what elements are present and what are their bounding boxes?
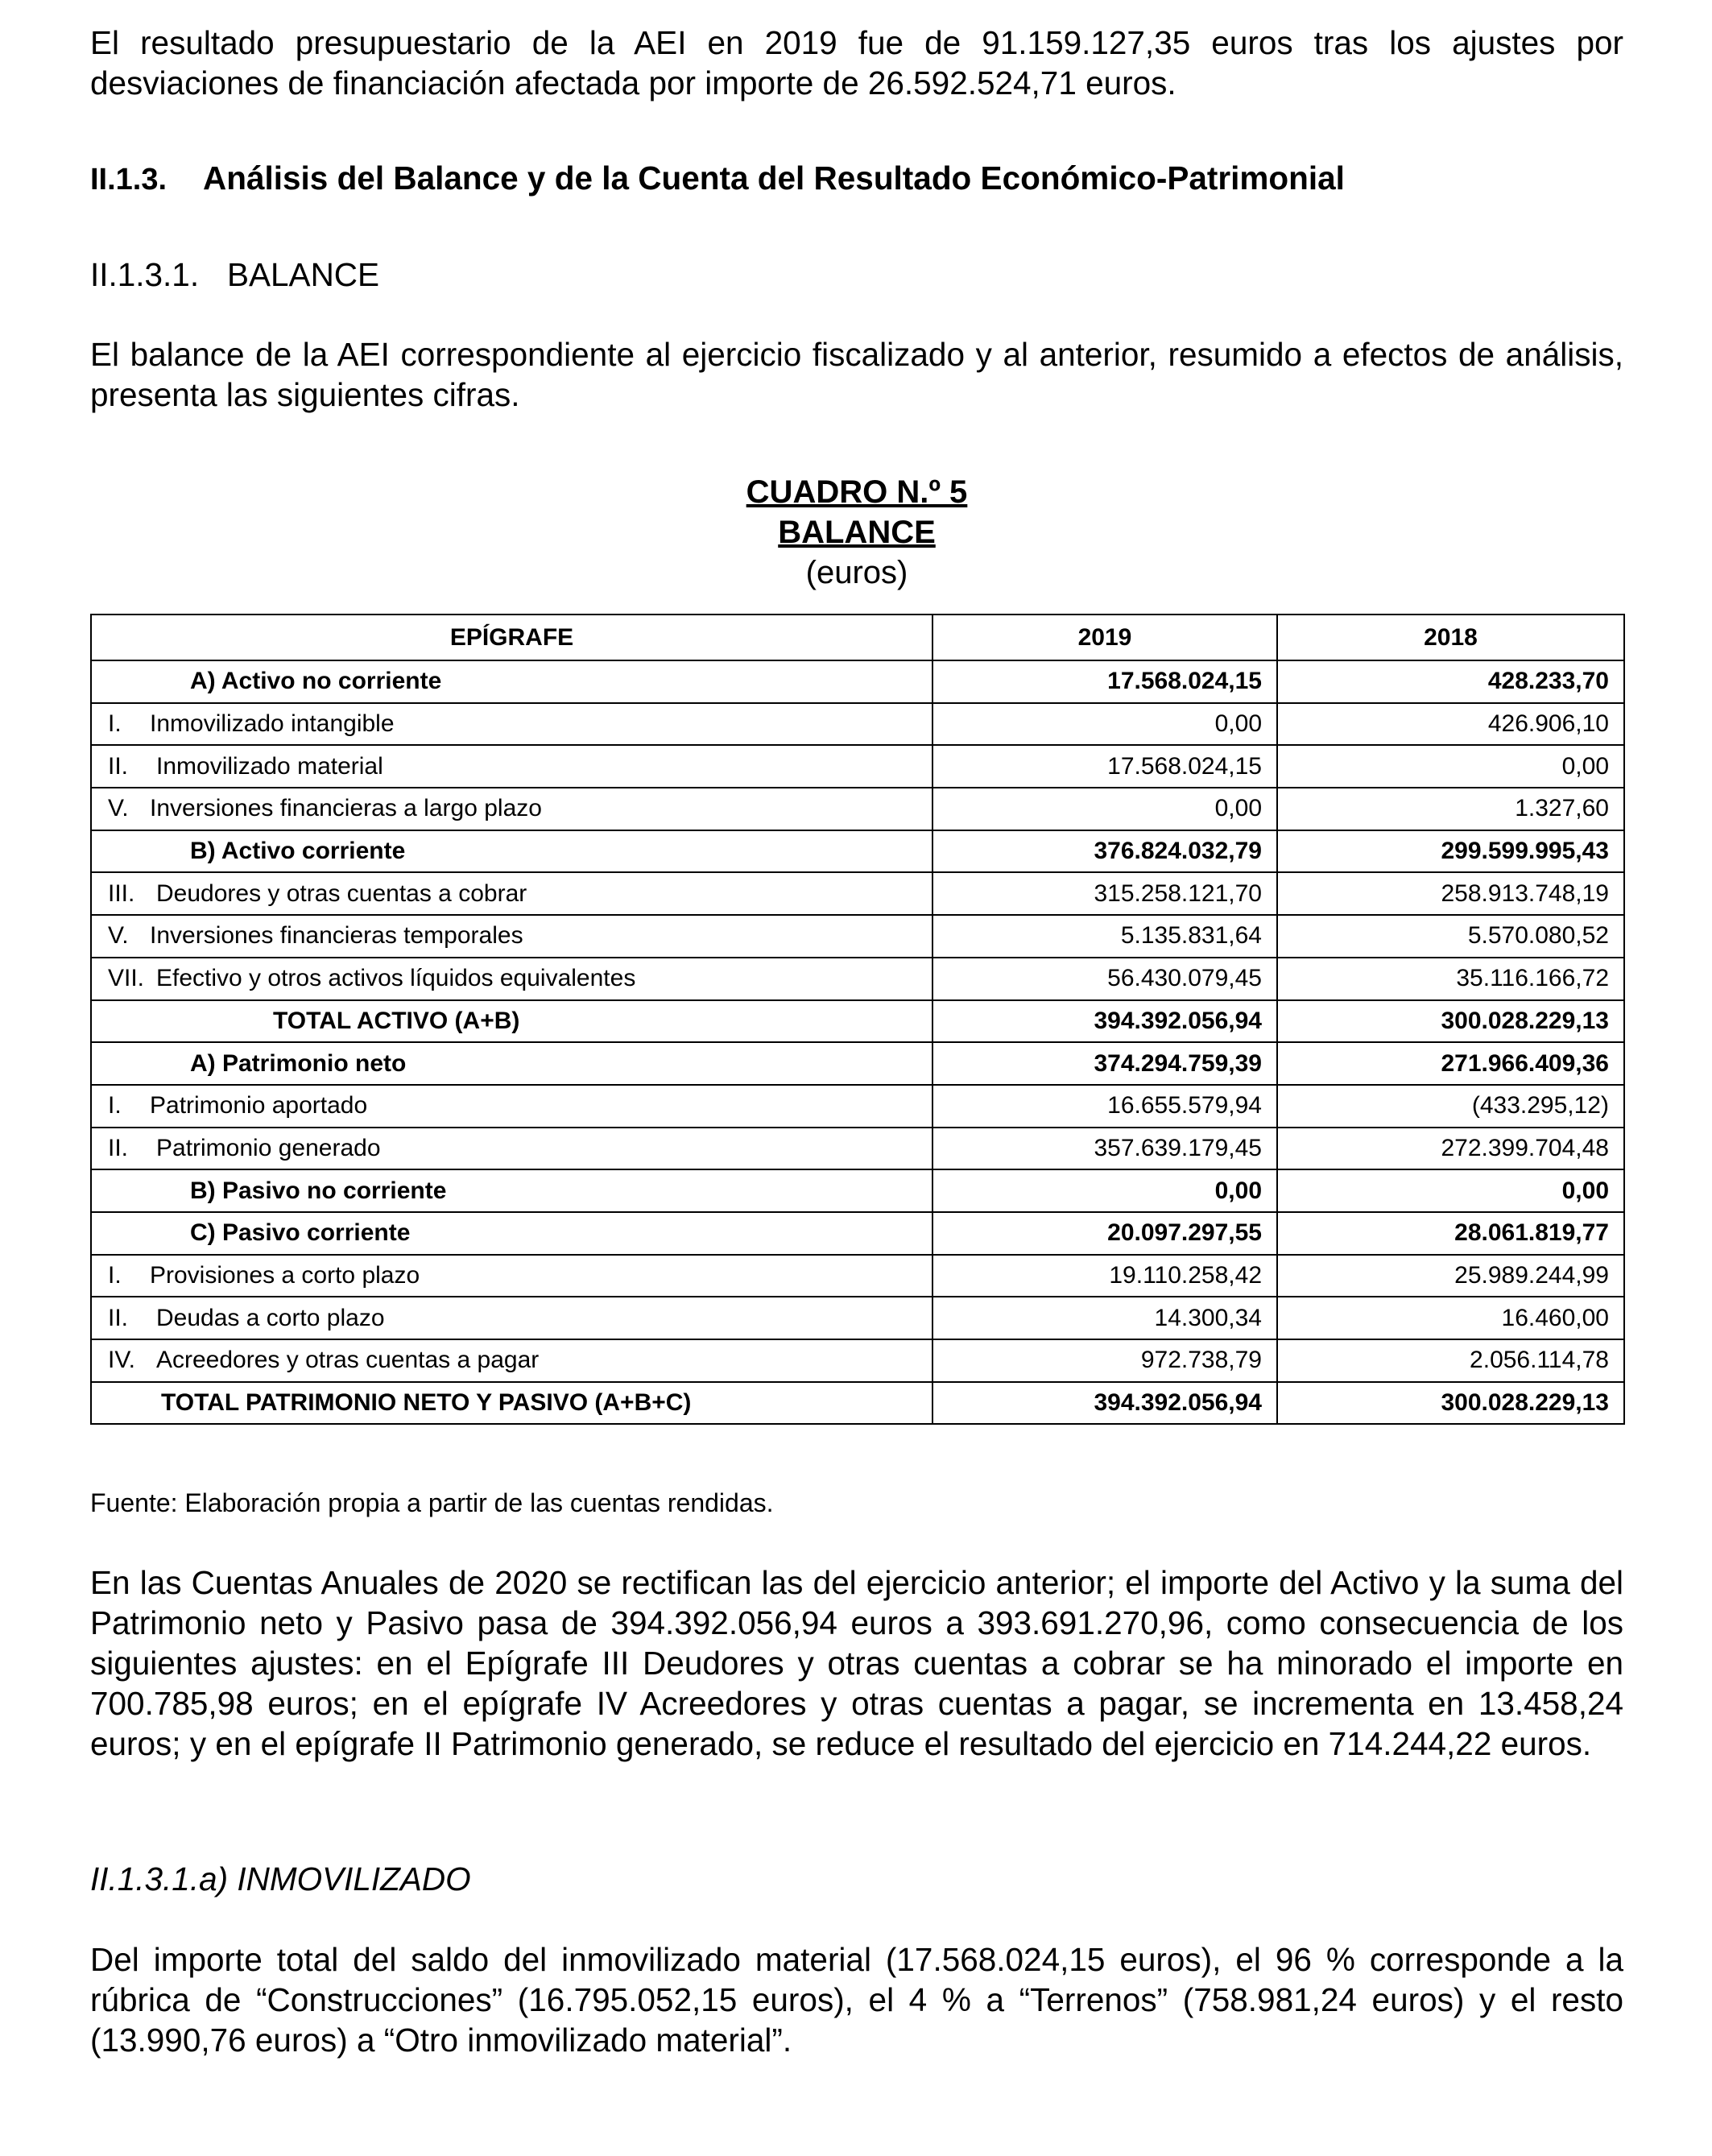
table-header-row [91,615,1624,660]
subsection-title: BALANCE [227,256,380,293]
row-label-cell [91,703,933,746]
row-roman-numeral: IV. [108,1347,135,1374]
value-2019-cell: 16.655.579,94 [933,1085,1277,1128]
value-2019-cell: 56.430.079,45 [933,958,1277,1000]
row-roman-numeral: I. [108,710,122,738]
table-row [91,830,1624,873]
value-2019-cell: 19.110.258,42 [933,1255,1277,1297]
header-2018: 2018 [1277,615,1624,660]
value-2019-cell: 0,00 [933,1169,1277,1212]
row-label-cell [91,1255,933,1297]
value-2018-cell: 5.570.080,52 [1277,915,1624,958]
row-label: Efectivo y otros activos líquidos equivalentes [156,965,636,992]
table-row [91,1382,1624,1425]
value-2019-cell: 394.392.056,94 [933,1000,1277,1043]
row-roman-numeral: III. [108,879,135,907]
row-label-cell [91,1339,933,1382]
table-row [91,788,1624,830]
value-2018-cell: 300.028.229,13 [1277,1000,1624,1043]
row-label: Acreedores y otras cuentas a pagar [156,1347,540,1374]
subsection-number: II.1.3.1. [90,256,200,293]
row-label-cell [91,1297,933,1339]
value-2019-cell: 17.568.024,15 [933,660,1277,703]
row-roman-numeral: II. [108,1134,129,1161]
value-2018-cell: 426.906,10 [1277,703,1624,746]
table-row [91,745,1624,788]
value-2018-cell: 300.028.229,13 [1277,1382,1624,1425]
section-heading [90,159,1623,197]
row-roman-numeral: I. [108,1261,122,1289]
row-label-cell [91,1212,933,1255]
row-label: Patrimonio aportado [150,1092,368,1119]
table-row [91,1255,1624,1297]
row-label-cell [91,915,933,958]
section-number: II.1.3. [90,163,167,197]
value-2018-cell: (433.295,12) [1277,1085,1624,1128]
subsection-heading [90,256,379,294]
row-label-cell [91,1128,933,1170]
table-row [91,660,1624,703]
row-label-cell [91,788,933,830]
row-label: Inversiones financieras temporales [150,922,523,950]
table-caption-title: CUADRO N.º 5 [746,474,968,510]
row-roman-numeral: V. [108,922,129,950]
value-2019-cell: 315.258.121,70 [933,872,1277,915]
value-2019-cell: 17.568.024,15 [933,745,1277,788]
table-row [91,872,1624,915]
table-row [91,703,1624,746]
value-2019-cell: 374.294.759,39 [933,1042,1277,1085]
table-row [91,1000,1624,1043]
table-row [91,1042,1624,1085]
value-2018-cell: 2.056.114,78 [1277,1339,1624,1382]
row-label-cell [91,1042,933,1085]
row-label: TOTAL PATRIMONIO NETO Y PASIVO (A+B+C) [161,1389,692,1417]
value-2019-cell: 14.300,34 [933,1297,1277,1339]
row-label: B) Activo corriente [190,838,406,865]
row-roman-numeral: I. [108,1092,122,1119]
value-2019-cell: 394.392.056,94 [933,1382,1277,1425]
table-row [91,915,1624,958]
row-roman-numeral: II. [108,752,129,780]
table-row [91,1212,1624,1255]
row-label: Deudores y otras cuentas a cobrar [156,879,527,907]
row-roman-numeral: VII. [108,965,145,992]
value-2018-cell: 35.116.166,72 [1277,958,1624,1000]
table-caption-subtitle: BALANCE [778,515,936,550]
balance-table [90,614,1625,1425]
rectification-paragraph: En las Cuentas Anuales de 2020 se rectifican las del ejercicio anterior; el importe del Activo y la suma del Patrimonio neto y Pasivo pasa de 394.392.056,94 euros a 393.691.270,96, como consecuencia de los siguientes ajustes: en el Epígrafe III Deudores y otras cuentas a cobrar se ha minorado el importe en 700.785,98 euros; en el epígrafe IV Acreedores y otras cuentas a pagar, se incrementa en 13.458,24 euros; y en el epígrafe II Patrimonio generado, se reduce el resultado del ejercicio en 714.244,22 euros. [90,1564,1623,1762]
row-label: TOTAL ACTIVO (A+B) [273,1007,520,1034]
table-row [91,1128,1624,1170]
row-label: Patrimonio generado [156,1134,381,1161]
row-label: C) Pasivo corriente [190,1219,411,1247]
intro-paragraph: El resultado presupuestario de la AEI en 2019 fue de 91.159.127,35 euros tras los ajustes por desviaciones de financiación afectada por importe de 26.592.524,71 euros. [90,24,1623,101]
value-2018-cell: 258.913.748,19 [1277,872,1624,915]
value-2019-cell: 972.738,79 [933,1339,1277,1382]
row-label-cell [91,958,933,1000]
row-label: Inmovilizado material [156,752,383,780]
value-2018-cell: 28.061.819,77 [1277,1212,1624,1255]
value-2018-cell: 428.233,70 [1277,660,1624,703]
row-label: Provisiones a corto plazo [150,1261,420,1289]
section-title: Análisis del Balance y de la Cuenta del Resultado Económico-Patrimonial [203,159,1345,197]
table-row [91,1339,1624,1382]
row-roman-numeral: II. [108,1304,129,1331]
row-label-cell [91,872,933,915]
table-source-note: Fuente: Elaboración propia a partir de las cuentas rendidas. [90,1488,774,1517]
value-2019-cell: 0,00 [933,703,1277,746]
table-row [91,1297,1624,1339]
row-label: B) Pasivo no corriente [190,1177,447,1204]
value-2019-cell: 357.639.179,45 [933,1128,1277,1170]
value-2018-cell: 0,00 [1277,745,1624,788]
value-2019-cell: 5.135.831,64 [933,915,1277,958]
row-label-cell [91,1085,933,1128]
row-label-cell [91,1382,933,1425]
balance-intro-paragraph: El balance de la AEI correspondiente al ejercicio fiscalizado y al anterior, resumido a efectos de análisis, presenta las siguientes cifras. [90,336,1623,413]
table-body [91,660,1624,1424]
value-2019-cell: 376.824.032,79 [933,830,1277,873]
value-2018-cell: 271.966.409,36 [1277,1042,1624,1085]
row-label: A) Patrimonio neto [190,1049,407,1077]
value-2018-cell: 299.599.995,43 [1277,830,1624,873]
row-roman-numeral: V. [108,795,129,822]
row-label: Deudas a corto plazo [156,1304,385,1331]
value-2019-cell: 20.097.297,55 [933,1212,1277,1255]
header-2019: 2019 [933,615,1277,660]
value-2018-cell: 1.327,60 [1277,788,1624,830]
row-label-cell [91,830,933,873]
value-2019-cell: 0,00 [933,788,1277,830]
row-label: A) Activo no corriente [190,668,442,695]
row-label-cell [91,1169,933,1212]
table-row [91,1085,1624,1128]
table-row [91,958,1624,1000]
row-label-cell [91,1000,933,1043]
row-label-cell [91,660,933,703]
row-label: Inversiones financieras a largo plazo [150,795,542,822]
inmovilizado-heading: II.1.3.1.a) INMOVILIZADO [90,1860,471,1897]
header-epigrafe: EPÍGRAFE [91,615,933,660]
value-2018-cell: 272.399.704,48 [1277,1128,1624,1170]
table-row [91,1169,1624,1212]
value-2018-cell: 25.989.244,99 [1277,1255,1624,1297]
inmovilizado-paragraph: Del importe total del saldo del inmovilizado material (17.568.024,15 euros), el 96 % corresponde a la rúbrica de “Construcciones” (16.795.052,15 euros), el 4 % a “Terrenos” (758.981,24 euros) y el resto (13.990,76 euros) a “Otro inmovilizado material”. [90,1941,1623,2059]
value-2018-cell: 0,00 [1277,1169,1624,1212]
row-label: Inmovilizado intangible [150,710,395,738]
value-2018-cell: 16.460,00 [1277,1297,1624,1339]
row-label-cell [91,745,933,788]
table-caption-units: (euros) [805,555,908,590]
